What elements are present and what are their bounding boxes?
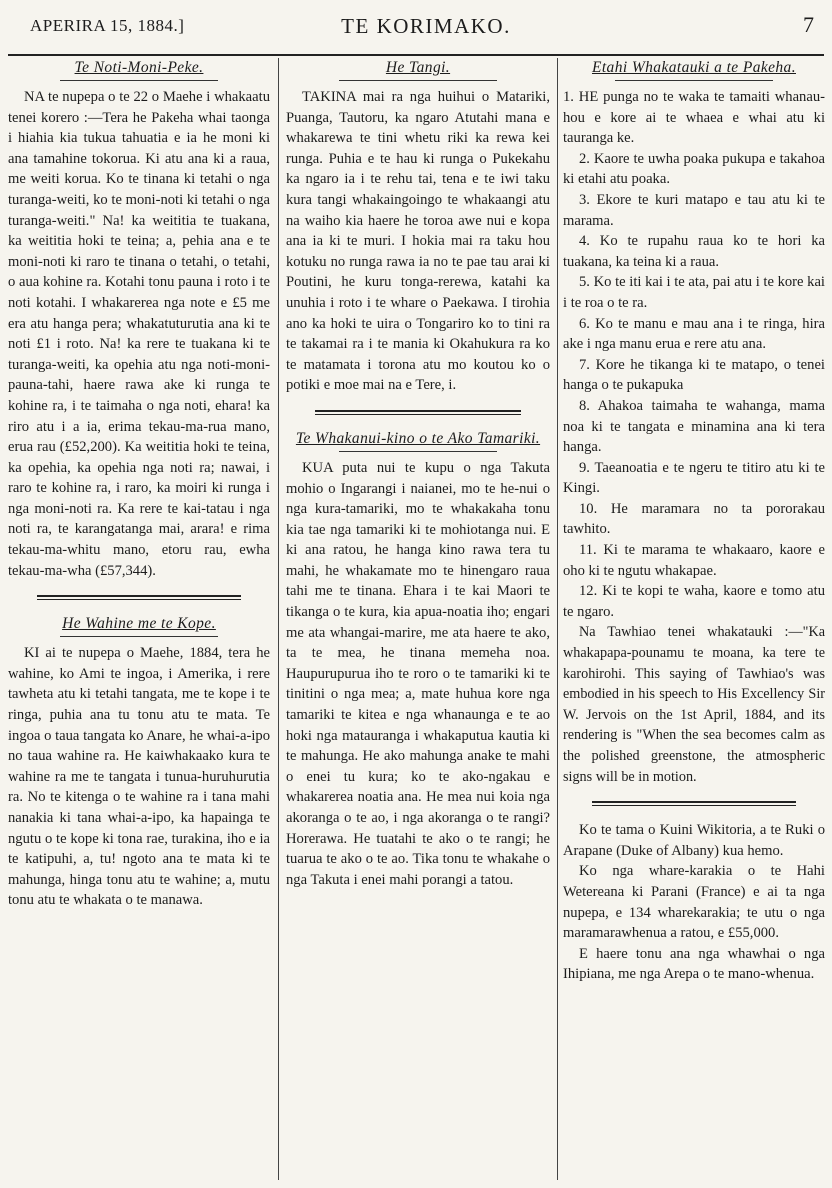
article-body: TAKINA mai ra nga huihui o Matariki, Puanga, Tautoru, ka ngaro Atutahi mana e whakarewa te tini whetu riki ka rewa kei runga. Puhia e te hau ki runga o Pukekahu ka ngaro ia i te rehu tai, tena e te iwi taku kura tangi whakaingoingo te whakaangi atu na waiho kia haere he toroa awe nui e kopa ana ia ki te muri. I hokia mai ra taku hou kotuku no runga rawa ia no te pae tau arai ki Poutini, he kuru tonga-rerewa, katahi ka unuhia i roto i te whare o Paekawa. I tirohia ano ka hoki te uira o Tongariro ko to tini ra te takamai ra i te mania ki Okahukura ra ko te matamata i torona atu mo koutou ko o potiki e moe mai na e Tere, i. bbox=[286, 89, 550, 394]
saying-item: 2. Kaore te uwha poaka pukupa e takahoa ki etahi atu poaka. bbox=[563, 150, 825, 188]
issue-date: APERIRA 15, 1884.] bbox=[30, 16, 185, 35]
saying-item: 5. Ko te iti kai i te ata, pai atu i te kore kai i te roa o te ra. bbox=[563, 274, 825, 311]
news-item: Ko te tama o Kuini Wikitoria, a te Ruki o Arapane (Duke of Albany) kua hemo. bbox=[563, 822, 825, 859]
heading-rule bbox=[60, 636, 217, 637]
article-separator bbox=[37, 595, 241, 600]
saying-item: 1. HE punga no te waka te tamaiti whanau-hou e kore ai te whaea e whai atu ki tauranga ke. bbox=[563, 89, 825, 147]
article-heading: Te Noti-Moni-Peke. bbox=[74, 59, 204, 76]
column-2 bbox=[286, 58, 550, 1180]
heading-rule bbox=[60, 80, 217, 81]
header-rule bbox=[8, 54, 824, 56]
heading-rule bbox=[615, 80, 772, 81]
column-divider-1 bbox=[278, 58, 279, 1180]
masthead bbox=[30, 12, 822, 46]
heading-rule bbox=[339, 451, 497, 452]
article-heading: Te Whakanui-kino o te Ako Tamariki. bbox=[295, 429, 541, 447]
column-divider-2 bbox=[557, 58, 558, 1180]
column-1 bbox=[8, 58, 270, 1180]
tawhiao-saying: Na Tawhiao tenei whakatauki :—"Ka whakapapa-pounamu te moana, ka tere te karohirohi. This saying of Tawhiao's was embodied in his speech to His Excellency Sir W. Jervois on the 1st April, 1884, and its rendering is "When the sea becomes calm as the polished greenstone, the atmospheric signs will be in motion. bbox=[563, 624, 825, 785]
article-body: NA te nupepa o te 22 o Maehe i whakaatu tenei korero :—Tera he Pakeha whai taonga i hiahia kia tukua tahuatia e ia he moni ki ana tamahine tokorua. Ki atu ana ki a raua, me weiti korua. Ko te tinana ki tetahi o nga turanga-weiti, ko te moni-noti ki tetahi o nga turanga-weiti." Na! ka weititia te tuakana, ka weititia hoki te teina; a, pehia ana e te moni-noti ki raro te tinana o tetahi, o tetahi, o aua kohine ra. Kotahi tonu pauna i roto i te noti kotahi. I whakarerea nga note e £5 me era atu hanga pera; whakatuturutia ana ki te noti £1 i roto. Na! ka rere te tuakana ki te turanga-weiti, ka opehia atu nga noti-moni-pauna-tahi, haere rawa ake ki runga te kohine ra, i te taimaha o nga noti, ehara! ka riro atu i a ia, erima tekau-ma-rua mano, erua rau (£52,200). Ka weititia hoki te teina, ka opehia, ka opehia nga noti ra; nawai, i raro te kohine ra, i raro, ka moiri ki runga i nga moni-noti ra. Ka rere te kai-tatau i nga noti ra, te karangatanga mai, arara! e rima tekau-ma-whitu mano, etoru rau, ewha tekau-ma-wha (£57,344). bbox=[8, 89, 270, 579]
saying-item: 11. Ki te marama te whakaaro, kaore e oho ki te ngutu whakapae. bbox=[563, 542, 825, 579]
article-body: KI ai te nupepa o Maehe, 1884, tera he wahine, ko Ami te ingoa, i Amerika, i rere tawheta atu ki tetahi tangata, me te kope i te ringa, puhia ana tu tonu atu te mata. Te ingoa o taua tangata ko Anare, he whai-a-ipo no taua wahine ra. He kaiwhakaako kura te wahine ra me te tangata i tunua-huruhurutia ra. No te kitenga o te wahine ra i tana mahi nanakia ki tana whai-a-ipo, ka hapainga te ngutu o te kope ki tona rae, turakina, iho e ia te katipuhi, a, tu! ngoto ana te mata ki te mahunga, hinga tonu atu te wahine; a, mutu tonu atu te whakata o te manawa. bbox=[8, 645, 270, 909]
saying-item: 8. Ahakoa taimaha te wahanga, mama noa ki te tangata e minamina ana ki tera hanga. bbox=[563, 397, 825, 456]
saying-item: 4. Ko te rupahu raua ko te hori ka tuakana, ka teina ki a raua. bbox=[563, 233, 825, 270]
page-number: 7 bbox=[803, 12, 814, 37]
article-heading: He Wahine me te Kope. bbox=[62, 615, 216, 633]
saying-item: 3. Ekore te kuri matapo e tau atu ki te marama. bbox=[563, 191, 825, 229]
news-item: E haere tonu ana nga whawhai o nga Ihipiana, me nga Arepa o te mano-whenua. bbox=[563, 945, 825, 983]
news-item: Ko nga whare-karakia o te Hahi Wetereana ki Parani (France) e ai ta nga nupepa, e 134 wharekarakia; te utu o nga maramarawhenua a ratou, e £55,000. bbox=[563, 863, 825, 942]
saying-item: 6. Ko te manu e mau ana i te ringa, hira ake i nga manu erua e rere atu ana. bbox=[563, 315, 825, 353]
newspaper-title: TE KORIMAKO. bbox=[341, 14, 511, 38]
article-body: KUA puta nui te kupu o nga Takuta mohio o Ingarangi i naianei, mo te he-nui o nga kura-tamariki, mo te whakakaha tonu kia tae nga tamariki ki te mohiotanga nui. E ki ana ratou, he hanga kino rawa tera tu mahi, he whakamate mo te hinengaro raua tahi me te tinana. Ehara i te kai Maori te tikanga o te kura, kia apua-noatia iho; engari me ata whangai-marire, me ata haere te ako, ta te mea, he tinana memeha noa. Haupurupurua iho te roro o te tamariki ki te tinitini o nga mea; a, mate huhua kore nga tamariki te kitea e nga whanaunga e te ao hoki nga matauranga i whakaputua kautia ki te mahunga. He ako mahunga anake te mahi o enei tu kura; ko te ako-ngakau e whakarerea noatia ana. He mea nui koia nga akoranga o te ao, i nga akoranga o te rangi? Horerawa. He tuatahi te ako o te rangi; he tuarua te ako o te ao. Tika tonu te whakahe o nga Takuta i enei mahi porangi a tatou. bbox=[286, 459, 550, 888]
heading-rule bbox=[339, 80, 497, 81]
saying-item: 10. He maramara no ta pororakau tawhito. bbox=[563, 500, 825, 538]
article-separator bbox=[592, 801, 796, 806]
saying-item: 12. Ki te kopi te waha, kaore e tomo atu te ngaro. bbox=[563, 583, 825, 620]
saying-item: 7. Kore he tikanga ki te matapo, o tenei hanga o te pukapuka bbox=[563, 356, 825, 394]
saying-item: 9. Taeanoatia e te ngeru te titiro atu ki te Kingi. bbox=[563, 459, 825, 497]
article-separator bbox=[315, 410, 521, 415]
column-3 bbox=[563, 58, 825, 1180]
article-heading: He Tangi. bbox=[385, 59, 451, 76]
article-heading: Etahi Whakatauki a te Pakeha. bbox=[591, 59, 796, 76]
